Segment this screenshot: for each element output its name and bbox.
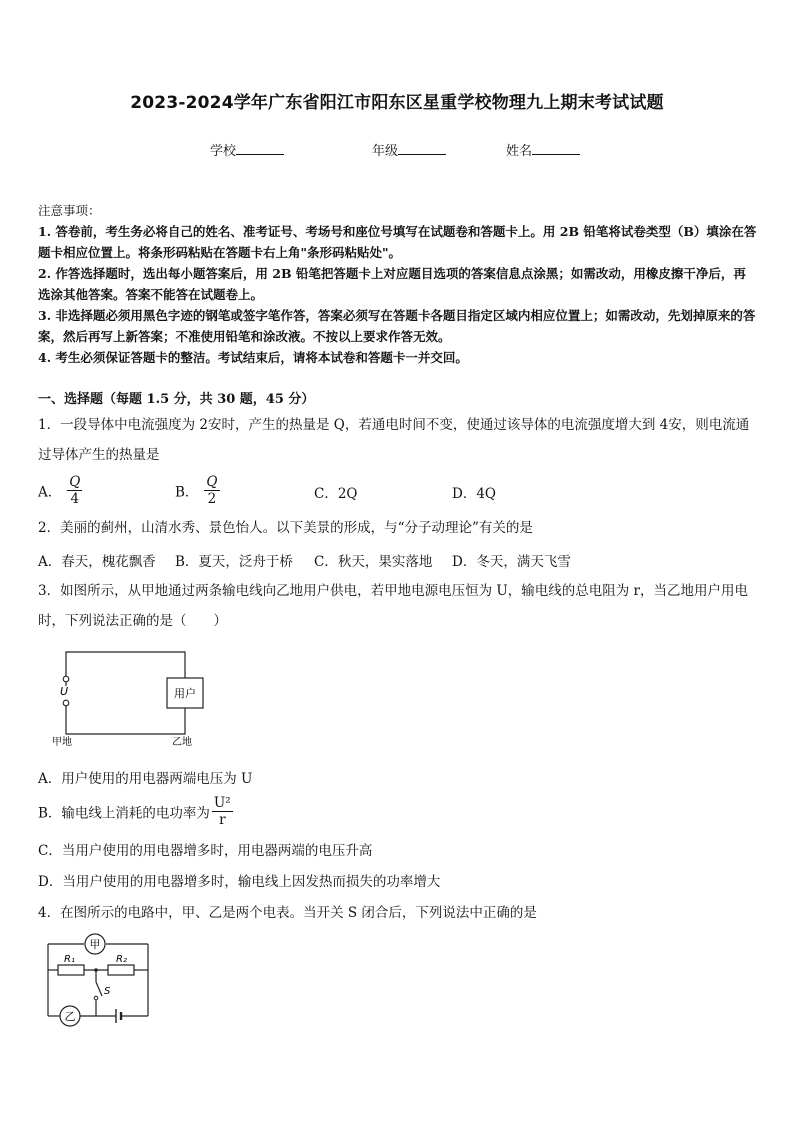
q3-b-numerator: U² <box>213 795 231 811</box>
q1-b-denominator: 2 <box>207 491 217 507</box>
q3-b-denominator: r <box>219 812 226 828</box>
q1-option-b-fraction <box>204 474 219 507</box>
q1-option-c: C．2Q <box>314 486 358 502</box>
q2-option-d: D．冬天，满天飞雪 <box>452 554 571 570</box>
question-3-stem: 3．如图所示，从甲地通过两条输电线向乙地用户供电，若甲地电源电压恒为 U，输电线的总电阻为 r，当乙地用户用电时，下列说法正确的是（ ） <box>38 583 749 629</box>
q3-option-b-text: B．输电线上消耗的电功率为 <box>38 805 210 822</box>
grade-label: 年级 <box>372 144 399 159</box>
q1-a-numerator: Q <box>69 474 81 490</box>
notice-item-3: 3. 非选择题必须用黑色字迹的钢笔或签字笔作答，答案必须写在答题卡各题目指定区域内相应位置上；如需改动，先划掉原来的答案，然后再写上新答案；不准使用铅笔和涂改液。不按以上要求作答无效。 <box>38 308 756 344</box>
school-blank <box>236 142 284 155</box>
q2-option-a: A．春天，槐花飘香 <box>38 554 156 570</box>
school-label: 学校 <box>210 144 237 159</box>
q3-option-b <box>38 795 758 835</box>
grade-field <box>372 140 446 159</box>
q3-option-a: A．用户使用的用电器两端电压为 U <box>38 771 253 787</box>
q3-power-line-figure <box>48 644 218 748</box>
question-2-stem: 2．美丽的蓟州，山清水秀、景色怡人。以下美景的形成，与“分子动理论”有关的是 <box>38 520 533 536</box>
notice-heading: 注意事项： <box>38 203 101 218</box>
name-blank <box>532 142 580 155</box>
question-1-stem: 1．一段导体中电流强度为 2安时，产生的热量是 Q，若通电时间不变，使通过该导体的电流强度增大到 4安，则电流通过导体产生的热量是 <box>38 417 750 463</box>
school-field <box>210 140 284 159</box>
page-title: 2023-2024学年广东省阳江市阳东区星重学校物理九上期末考试试题 <box>130 93 664 113</box>
q3-terminal-top <box>63 676 69 682</box>
q1-option-a-fraction <box>67 474 82 507</box>
q1-option-a-label: A． <box>38 484 62 501</box>
notice-block <box>38 200 758 368</box>
q3-option-d: D．当用户使用的用电器增多时，输电线上因发热而损失的功率增大 <box>38 874 441 890</box>
q4-r1-label: R₁ <box>64 954 75 965</box>
q2-option-c: C．秋天，果实落地 <box>314 554 433 570</box>
q4-meter-jia-label: 甲 <box>89 938 101 951</box>
q4-switch-label: S <box>104 986 111 997</box>
q4-resistor-r2 <box>108 965 134 975</box>
name-label: 姓名 <box>506 144 533 159</box>
q4-meter-yi-label: 乙 <box>64 1010 76 1023</box>
q1-option-d: D．4Q <box>452 486 496 502</box>
question-2-options <box>38 550 758 570</box>
q1-a-denominator: 4 <box>70 491 80 507</box>
notice-item-1: 1. 答卷前，考生务必将自己的姓名、准考证号、考场号和座位号填写在试题卷和答题卡上。用 2B 铅笔将试卷类型（B）填涂在答题卡相应位置上。将条形码粘贴在答题卡右上角"条形码粘贴处"。 <box>38 224 757 260</box>
q3-option-b-fraction <box>212 795 233 828</box>
question-4-stem: 4．在图所示的电路中，甲、乙是两个电表。当开关 S 闭合后，下列说法中正确的是 <box>38 905 537 921</box>
q3-location-jia: 甲地 <box>52 737 72 748</box>
notice-item-4: 4. 考生必须保证答题卡的整洁。考试结束后，请将本试卷和答题卡一并交回。 <box>38 350 468 365</box>
q4-r2-label: R₂ <box>116 954 127 965</box>
q4-resistor-r1 <box>58 965 84 975</box>
name-field <box>506 140 580 159</box>
section-heading-choice: 一、选择题（每题 1.5 分，共 30 题，45 分） <box>38 392 315 407</box>
q2-option-b: B．夏天，泛舟于桥 <box>175 554 293 570</box>
q3-user-label: 用户 <box>174 687 196 700</box>
q1-option-b <box>175 474 220 507</box>
q4-switch <box>96 982 102 996</box>
q1-option-b-label: B． <box>175 484 199 501</box>
q3-option-c: C．当用户使用的用电器增多时，用电器两端的电压升高 <box>38 843 373 859</box>
q4-circuit-figure <box>40 930 170 1030</box>
notice-item-2: 2. 作答选择题时，选出每小题答案后，用 2B 铅笔把答题卡上对应题目选项的答案信息点涂黑；如需改动，用橡皮擦干净后，再选涂其他答案。答案不能答在试题卷上。 <box>38 266 746 302</box>
grade-blank <box>398 142 446 155</box>
q3-location-yi: 乙地 <box>172 737 192 748</box>
q3-voltage-label: U <box>60 685 69 698</box>
q1-option-a <box>38 474 82 507</box>
q1-b-numerator: Q <box>206 474 218 490</box>
question-1-options <box>38 474 758 514</box>
q3-terminal-bottom <box>63 700 69 706</box>
